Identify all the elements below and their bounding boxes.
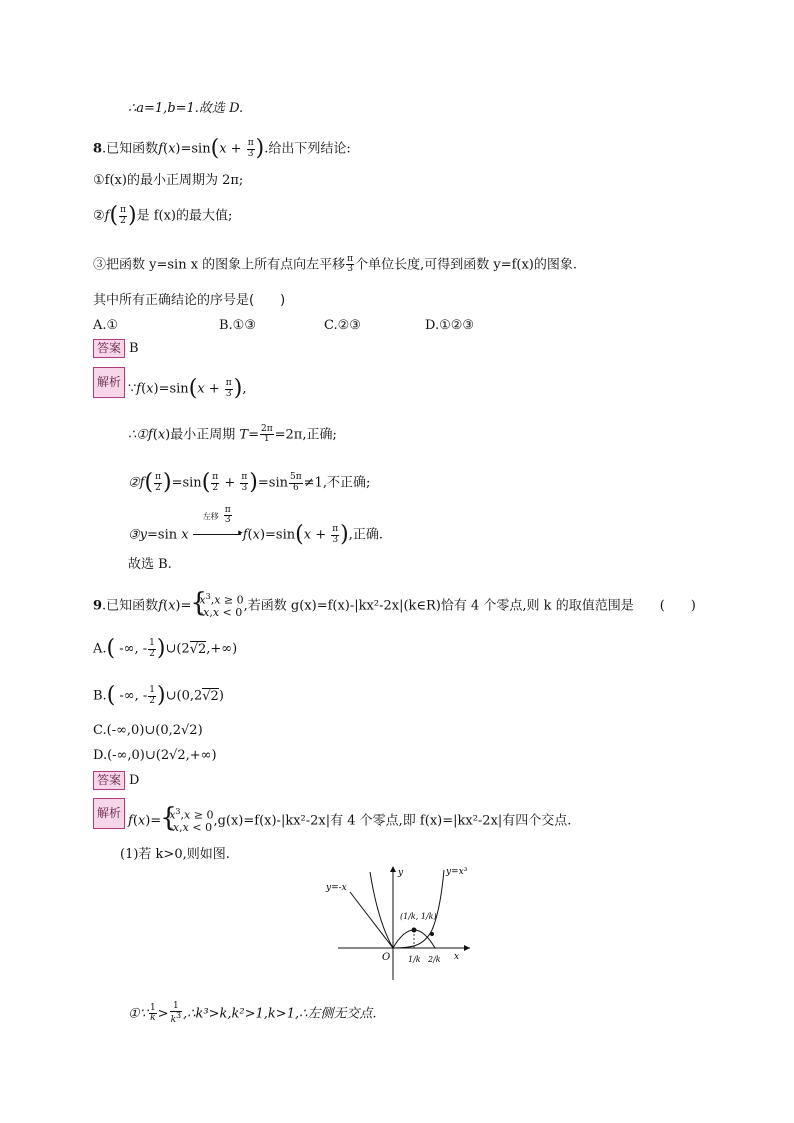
q9-answer-badge: 答案	[93, 771, 125, 790]
x-axis-arrow-icon	[464, 945, 470, 951]
q9-analysis-line: f(x)= { $x^3,x \ge 0$ -x,x < 0 ,g(x)=f(x)-|kx²-2x|有 4 个零点,即 f(x)=|kx²-2x|有四个交点.	[128, 808, 571, 834]
q9-option-d: D.(-∞,0)∪(2√2,+∞)	[93, 748, 217, 763]
q9-analysis-badge: 解析	[93, 798, 125, 829]
vertex-point	[412, 928, 417, 933]
q8-option-d: D.①②③	[425, 318, 475, 333]
q8-question: 其中所有正确结论的序号是( )	[93, 293, 286, 308]
origin-label: O	[382, 952, 391, 963]
q9-case-1: (1)若 k>0,则如图.	[120, 847, 230, 862]
q8-solution-3: ③y=sin x 左移 $\frac{\pi}{3}$ ▸ f(x)=sin(x + $\frac{\pi}{3}$ ),正确.	[128, 505, 384, 547]
q8-number: 8	[93, 141, 103, 157]
cubic-curve	[393, 870, 444, 948]
q8-option-b: B.①③	[219, 318, 256, 333]
q8-solution-2: ②f( $\frac{\pi}{2}$ )=sin( $\frac{\pi}{2}$ + $\frac{\pi}{3}$ )=sin $\frac{5\pi}{6}$ ≠1,不正确;	[128, 470, 371, 495]
q8-item-1: ①f(x)的最小正周期为 2π;	[93, 173, 244, 188]
q9-answer: D	[129, 773, 140, 788]
q8-stem: 8.已知函数f(x)=sin(x + $\frac{\pi}{3}$ ).给出下列结论:	[93, 136, 351, 161]
y-axis-arrow-icon	[390, 866, 396, 872]
q8-answer-badge: 答案	[93, 339, 125, 358]
q8-answer: B	[129, 341, 139, 356]
label-y-neg-x: y=-x	[326, 883, 347, 893]
q8-analysis-badge: 解析	[93, 367, 125, 398]
q9-option-a: A.( -∞, - $\frac{1}{2}$ )∪(2√2,+∞)	[93, 636, 238, 661]
q9-final-line: ①∵ $\frac{1}{k}$ > $\frac{1}{k^3}$ ,∴k³>k,k²>1,k>1,∴左侧无交点.	[128, 1001, 377, 1026]
q8-conclusion: 故选 B.	[128, 557, 172, 572]
q8-item-3: ③把函数 y=sin x 的图象上所有点向左平移 $\frac{\pi}{3}$ 个单位长度,可得到函数 y=f(x)的图象.	[93, 254, 578, 275]
q8-item-2: ②f( $\frac{\pi}{2}$ )是 f(x)的最大值;	[93, 203, 233, 228]
line-y-neg-x	[350, 892, 393, 948]
axis-label-y: y	[398, 868, 404, 878]
q9-option-b: B.( -∞, - $\frac{1}{2}$ )∪(0,2√2)	[93, 683, 224, 708]
tick-one-over-k: 1/k	[408, 955, 421, 964]
q9-option-c: C.(-∞,0)∪(0,2√2)	[93, 723, 203, 738]
shift-arrow: 左移 $\frac{\pi}{3}$ ▸	[193, 528, 243, 542]
tick-two-over-k: 2/k	[428, 955, 441, 964]
function-graph	[320, 862, 480, 987]
q8-option-c: C.②③	[324, 318, 361, 333]
q8-analysis-line-1: ∵f(x)=sin(x + $\frac{\pi}{3}$ ),	[128, 376, 247, 401]
q9-stem: 9.已知函数f(x)= { $x^3,x \ge 0$ -x,x < 0 ,若函数 g(x)=f(x)-|kx²-2x|(k∈R)恰有 4 个零点,则 k 的取值范围是 ( )	[93, 593, 696, 619]
q9-number: 9	[93, 598, 103, 614]
intersection-point	[430, 932, 434, 936]
label-y-x-cubed: y=x³	[446, 867, 468, 877]
left-curve	[370, 872, 393, 948]
q8-option-a: A.①	[93, 318, 119, 333]
axis-label-x: x	[454, 952, 460, 962]
q8-solution-1: ∴①f(x)最小正周期 T= $\frac{2\pi}{1}$ =2π,正确;	[128, 424, 337, 445]
vertex-label: (1/k, 1/k)	[400, 912, 437, 921]
previous-conclusion: ∴a=1,b=1.故选 D.	[128, 101, 244, 116]
